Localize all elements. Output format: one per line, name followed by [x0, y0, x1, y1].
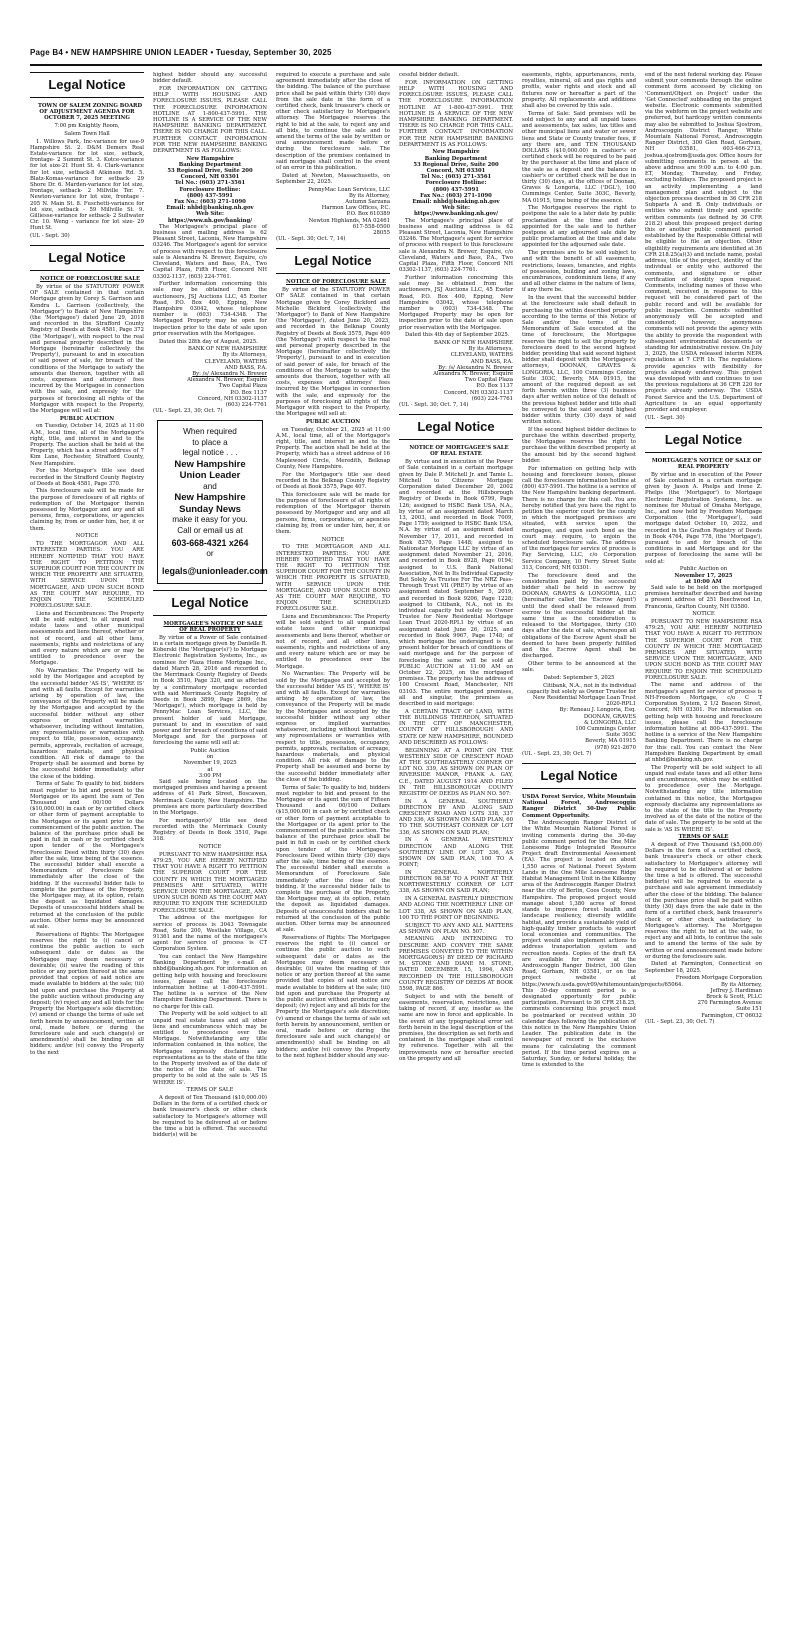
notice-title: USDA Forest Service, White Mountain National Forest, Androscoggin Ranger District 30-Day Public Comment Opportunity. [522, 793, 636, 819]
contact-line: Concord, NH 03301 [426, 168, 486, 175]
signature-line: By: /s/ Alexandra N. Brewer [438, 364, 513, 371]
signature-line: Farmington, CT 06032 [701, 1012, 762, 1019]
signature-line: BANK OF NEW HAMPSHIRE [434, 340, 513, 347]
contact-line: New Hampshire [432, 149, 480, 156]
notice-body: You can contact the New Hampshire Banking Department by e-mail at nhbd@banking.nh.gov. For information on getting help with housing and foreclosure issues, please call the foreclosure information hotline at 1-800-437-5991. The hotline is a service of the New Hampshire Banking Department. There is no charge for this call. [153, 954, 267, 1010]
legal-notice-heading: Legal Notice [399, 414, 513, 440]
notice-body: Terms of Sale: To qualify to bid, bidders must register to bid and present to the Mortgagee or its agent the sum of Fifteen Thousand and 00/100 Dollars ($15,000.00) in cash or by certified check or other form of payment acceptable to the Mortgagee or its agent prior to the commencement of the public auction. The balance of the purchase price shall be paid in full in cash or by certified check upon tender of the Mortgagee's Foreclosure Deed within thirty (30) days after the sale, time being of the essence. The successful bidder shall execute a Memorandum of Foreclosure Sale immediately after the close of the bidding. If the successful bidder fails to complete the purchase of the Property, the Mortgagee may, at its option, retain the deposit as liquidated damages. Deposits of unsuccessful bidders shall be returned at the conclusion of the public auction. Other terms may be announced at sale. [276, 784, 390, 934]
ad-publication: Sunday News [179, 503, 241, 515]
notice-ref: (UL - Sept. 30; Oct. 7, 14) [399, 402, 469, 409]
notice-body: Dated this 4th day of September 2025. [405, 332, 510, 339]
notice-body: easements, rights, appurtenances, rents, royalties, mineral, oil and gas rights and profits, water rights and stock and all fixtures now or hereafter a part of the property. All replacements and additions shall also be covered by this sale. [522, 72, 636, 110]
notice-body: The Androscoggin Ranger District of the White Mountain National Forest is inviting comments during the 30-day public comment period for the One Mile Lonesome Ridge Integrated Resource Project draft Environmental Assessment (EA). The project is located on about 1,550 acres of National Forest System Lands in the One Mile Lonesome Ridge Habitat Management Unit in the Kilkenny area of the Androscoggin Ranger District near the city of Berlin, Coos County, New Hampshire. The proposed project would manage about 1,380 acres of forest stands to improve forest health and landscape resiliency, diversify wildlife habitat, and provide a sustainable yield of high-quality timber products to support local economies and communities. The project would also implement actions to address transportation system and recreation needs. Copies of the draft EA are available for review at the Androscoggin Ranger District, 300 Glen Road, Gorham, NH 03581, or on the project website at https://www.fs.usda.gov/r09/whitemountain/projects/65064. This 30-day comment period is a designated opportunity for public participation. Pursuant to 36 CFR 218.25, comments concerning this project must be postmarked or received within 30 calendar days following the publication of this notice in the New Hampshire Union Leader. The publication date in the newspaper of record is the exclusive means for calculating the comment period. If the time period expires on a Saturday, Sunday, or federal holiday, the time is extended to the [522, 820, 684, 1069]
signature-line: CLEVELAND, WATERS [450, 352, 513, 359]
notice-ref: (UL - Sept. 30) [30, 233, 70, 240]
notice-body: Dated at Farmington, Connecticut on September 18, 2025. [645, 961, 762, 974]
notice-body: IN A GENERAL SOUTHERLY DIRECTION BY AND ALONG SAID CRESCENT ROAD AND LOTS 338, 337 AND 336, AS SHOWN ON SAID PLAN, 60 TO THE SOUTHEAST CORNER OF LOT 336, AS SHOWN ON SAID PLAN; [399, 798, 513, 836]
contact-line: Concord, NH 03301 [180, 174, 240, 181]
notice-body: on Tuesday, October 14, 2025 at 11:00 A.M., local time, all of the Mortgagor's right, title, and interest in and to the Property. The auction shall be held at the Property, which has a street address of 7 Kim Lane, Rochester, Strafford County, New Hampshire. [30, 423, 144, 467]
signature-line: Two Capital Plaza [464, 377, 513, 384]
notice-body: A deposit of Five Thousand ($5,000.00) Dollars in the form of a certified check, bank treasurer's check or other check satisfactory to Mortgagee's attorney will be required to be delivered at or before the time a bid is offered. The successful bidder(s) will be required to execute a purchase and sale agreement immediately after the close of the bidding. The balance of the purchase price shall be paid within thirty (30) days from the sale date in the form of a certified check, bank treasurer's check or other check satisfactory to Mortgagee's attorney. The Mortgagee reserves the right to bid at the sale, to reject any and all bids, to continue the sale and to amend the terms of the sale by written or oral announcement made before or during the foreclosure sale. [645, 842, 762, 960]
signature-line: Harmon Law Offices, P.C. [321, 205, 390, 212]
signature-line: Alexandra N. Brewer, Esquire [187, 377, 267, 384]
auction-line: Public Auction [190, 748, 230, 755]
notice-title: NOTICE OF MORTGAGEE'S SALE OF REAL ESTATE [409, 445, 509, 458]
auction-line: at 10:00 AM [685, 578, 722, 585]
page-header [30, 48, 762, 66]
notice-date: Dated: September 5, 2025 [543, 674, 615, 681]
ad-text: Call or email us at [177, 525, 243, 535]
notice-title: MORTGAGEE'S NOTICE OF SALE OF REAL PROPERTY [163, 620, 263, 634]
notice-body: The Property will be sold subject to all unpaid real estate taxes and all other liens and encumbrances, which may be entitled to precedence over the Mortgage. Notwithstanding any title information contained in this notice, the Mortgagee expressly disclaims any representations as to the state of the title to the Property involved as of the date of the notice of the date of sale. The property to be sold at the sale is 'AS IS WHERE IS'. [645, 764, 762, 833]
ad-publication: New Hampshire [174, 458, 246, 470]
ad-publication: New Hampshire [174, 492, 246, 504]
notice-body: The Mortgagee's principal place of business and mailing address is 62 Pleasant Street, Laconia, New Hampshire 03246. The Mortgagee's agent for service of process with respect to this foreclosure sale is Alexandra N. Brewer, Esquire, c/o Cleveland, Waters and Bass, P.A., Two Capital Plaza, Fifth Floor, Concord NH 03302-1137, (603) 224-7761. [153, 223, 267, 280]
notice-body: on Tuesday, October 21, 2025 at 11:00 A.M., local time, all of the Mortgagor's right, title, and interest in and to the Property. The auction shall be held at the Property, which has a street address of 16 Maplewood Circle, Meredith, Belknap County, New Hampshire. [276, 426, 390, 470]
notice-title: NOTICE OF FORECLOSURE SALE [40, 276, 140, 283]
page-label: Page B4 • NEW HAMPSHIRE UNION LEADER • Tuesday, September 30, 2025 [30, 48, 332, 57]
signature-line: Jeffrey J. Hardiman [710, 987, 762, 994]
signature-line: Suite 303C [606, 732, 636, 739]
auction-label: PUBLIC AUCTION [59, 415, 115, 422]
contact-email[interactable]: Email: nhbd@banking.nh.gov [166, 205, 254, 212]
notice-body: Said sale to be held on the mortgaged premises hereinafter described and having a present address of 251 Beechwood Ln, Franconia, Grafton County, NH 03580. [645, 584, 762, 610]
signature-line: BANK OF NEW HAMPSHIRE [188, 346, 267, 353]
notice-body: SUBJECT TO ANY AND ALL MATTERS AS SHOWN ON PLAN NO. 507. [399, 922, 513, 935]
contact-line: Fax No.: (603) 271-1090 [420, 192, 492, 199]
notice-body: By virtue of the STATUTORY POWER OF SALE contained in that certain Mortgage given by Corey S. Garrison and Kendra L. Garrison (collectively, the 'Mortgagor') to Bank of New Hampshire (the 'Mortgagee') dated June 29, 2018 and recorded in the Strafford County Registry of Deeds at Book 4581, Page 372 (the 'Mortgage'), with respect to the real and personal property described in the Mortgage (hereinafter collectively the 'Property'), pursuant to and in execution of said power of sale, for breach of the conditions of the Mortgage to satisfy the amounts due thereon, together with all costs, expenses and attorneys' fees incurred by the Mortgagee in connection with the sale, and expressly for the purposes of foreclosing all rights of the Mortgagor with respect to the Property, the Mortgagee will sell at: [30, 283, 144, 415]
signature-block [276, 187, 390, 237]
signature-line: AND BASS, P.A. [470, 358, 513, 365]
column-2 [153, 72, 267, 1608]
notice-ref: (UL - Sept. 30) [645, 414, 685, 421]
auction-line: November 19, 2025 [183, 760, 237, 767]
signature-line: & LONGORIA, LLC [584, 719, 636, 726]
auction-info [153, 748, 267, 779]
notice-body: The name and address of the mortgagee's agent for service of process is NH-Freedom Mortgage, c/o C T Corporation System, 2 1/2 Beacon Street, Concord, NH 03301. For information on getting help with housing and foreclosure issues, please call the foreclosure information hotline at 800-437-5991. The hotline is a service of the New Hampshire Banking Department. There is no charge for this call. You can contact the New Hampshire Banking Department by email at nhbd@banking.nh.gov. [645, 682, 762, 763]
signature-line: 28055 [373, 230, 390, 237]
signature-line: PennyMac Loan Services, LLC [308, 186, 390, 193]
notice-time: 7:00 pm Knightly Room, [54, 123, 120, 130]
ad-phone[interactable]: 603-668-4321 x264 [171, 538, 249, 549]
contact-line: New Hampshire [186, 155, 234, 162]
notice-body: highest bidder should any successful bidder default. [153, 72, 267, 85]
signature-line: (603) 224-7761 [225, 402, 267, 409]
ad-text: or [206, 549, 214, 559]
notice-body: Said sale being located on the mortgaged premises and having a present address of 41 Park Street, Boscawen, Merrimack County, New Hampshire. The premises are more particularly described in the Mortgage. [153, 779, 267, 817]
signature-line: By: Reneau J. Longoria, Esq. [559, 707, 636, 714]
notice-body: The Property will be sold subject to all unpaid real estate taxes and all other liens and encumbrances which may be entitled to precedence over the Mortgage. Notwithstanding any title information contained in this notice, the Mortgagee expressly disclaims any representations as to the state of the title to the Property involved as of the date of the notice of the date of sale. The property to be sold at the sale is 'AS IS WHERE IS'. [153, 1011, 267, 1086]
signature-line: DOONAN, GRAVES [583, 713, 636, 720]
notice-body: For mortgagor(s)' title see deed recorded with the Merrimack County Registry of Deeds in Book 3510, Page 318. [153, 817, 267, 843]
notice-body: Other terms to be announced at the sale. [522, 660, 636, 674]
notice-title: TOWN OF SALEM ZONING BOARD OF ADJUSTMENT AGENDA FOR OCTOBER 7, 2025 MEETING [37, 103, 143, 122]
signature-line: Two Capital Plaza [218, 383, 267, 390]
notice-body: For the Mortgagor's title see deed recorded in the Belknap County Registry of Deeds at Book 3575, Page 407. [276, 471, 390, 490]
column-4 [399, 72, 513, 1608]
signature-block [153, 346, 267, 408]
column-6 [645, 72, 762, 1608]
terms-label: TERMS OF SALE [678, 834, 729, 841]
notice-body: IN GENERAL NORTHERLY DIRECTION 98.58' TO A POINT AT THE NORTHWESTERLY CORNER OF LOT 338, AS SHOWN ON SAID PLAN; [399, 869, 513, 895]
notice-body: A deposit of Ten Thousand ($10,000.00) Dollars in the form of a certified check or bank treasurer's check or other check satisfactory to Mortgagee's attorney will be required to be delivered at or before the time a bid is offered. The successful bidder(s) will be [153, 1095, 267, 1139]
notice-label: NOTICE [692, 611, 715, 618]
notice-body: For the Mortgagor's title see deed recorded in the Strafford County Registry of Deeds at Book 4581, Page 370. [30, 468, 144, 487]
notice-body: Liens and Encumbrances: The Property will be sold subject to all unpaid real estate taxes and other municipal assessments and liens thereof, whether or not of record, and all other liens, easements, rights and restrictions of any and every nature which are or may be entitled to precedence over the Mortgage. [30, 610, 144, 667]
auction-line: 3:00 PM [198, 772, 222, 779]
notice-title: NOTICE OF FORECLOSURE SALE [286, 279, 386, 286]
notice-place: Salem Town Hall [64, 130, 110, 137]
signature-line: Autumn Sarzana [345, 199, 390, 206]
legal-notice-heading: Legal Notice [153, 590, 267, 616]
notice-body: This foreclosure sale will be made for the purpose of foreclosure of all rights of redemption of the Mortgagor therein possessed by Mortgagor and any and all persons, firms, corporations, or agencies claiming by, from or under him, her, it or them. [276, 491, 390, 535]
signature-line: 270 Farmington Avenue [697, 1000, 762, 1007]
column-1 [30, 72, 144, 1608]
signature-line: By its Attorney, [720, 981, 762, 988]
ad-text: to place a [192, 437, 228, 447]
notice-body: No Warranties: The Property will be sold by the Mortgagee and accepted by the successful bidder 'AS IS', 'WHERE IS' and with all faults. Except for warranties arising by operation of law, the conveyance of the Property will be made by the Mortgagee and accepted by the successful bidder without any other express or implied warranties whatsoever, including without limitation, any representations or warranties with respect to title, possession, occupancy, permits, approvals, recitation of acreage, hazardous materials, and physical condition. All risk of damage to the Property shall be assumed and borne by the successful bidder immediately after the close of the bidding. [276, 671, 390, 783]
contact-email[interactable]: Email: nhbd@banking.nh.gov [412, 199, 500, 206]
notice-body: The Mortgagee's principal place of business and mailing address is 62 Pleasant Street, Laconia, New Hampshire 03246. The Mortgagee's agent for service of process with respect to this foreclosure sale is Alexandra N. Brewer, Esquire, c/o Cleveland, Waters and Bass, P.A., Two Capital Plaza, Fifth Floor, Concord NH 03302-1137, (603) 224-7761. [399, 217, 513, 274]
notice-body: The premises are to be sold subject to and with the benefit of all easements, restrictions, leases, tenancies, and rights of possession, building and zoning laws, encumbrances, condominium liens, if any and all other claims in the nature of liens, if any there be. [522, 250, 636, 294]
signature-line: P.O. Box 1137 [230, 389, 267, 396]
signature-line: Concord, NH 03302-1137 [197, 395, 267, 402]
notice-label: NOTICE [198, 844, 222, 851]
notice-body: Terms of Sale: Said premises will be sold subject to any and all unpaid taxes and assessments, tax sales, tax titles and other municipal liens and water or sewer liens and State or County transfer fees, if any there are, and TEN THOUSAND DOLLARS ($10,000.00) in cashier's or certified check will be required to be paid by the purchaser at the time and place of the sale as a deposit and the balance in cashier's or certified check will be due in thirty (30) days, at the offices of Doonan, Graves & Longoria, LLC ('DGL'), 100 Cummings Center, Suite 303C, Beverly, MA 01915, time being of the essence. [522, 110, 636, 204]
notice-body: This foreclosure sale will be made for the purpose of foreclosure of all rights of redemption of the Mortgagor therein possessed by Mortgagor and any and all persons, firms, corporations, or agencies claiming by, from or under him, her, it or them. [30, 488, 144, 532]
contact-line: Banking Department [424, 155, 488, 162]
notice-body: Reservations of Rights: The Mortgagee reserves the right to (i) cancel or continue the public auction to such subsequent date or dates as the Mortgagee may deem necessary or desirable; (ii) waive the reading of this notice or any portion thereof at the same provided that copies of said notice are made available to bidders at the sale; (iii) bid upon and purchase the Property at the public auction without producing any deposit; (iv) reject any and all bids for the Property the Mortgagee's sole discretion; (v) amend or change the terms of sale set forth herein by announcement, written or oral, made before or during the foreclosure sale and such change(s) or amendment(s) shall be binding on all bidders; and/or (vi) convey the Property to the next highest bidder should any suc- [276, 934, 390, 1059]
notice-title: MORTGAGEE'S NOTICE OF SALE OF REAL PROPERTY [651, 457, 762, 471]
contact-line: Banking Department [178, 161, 242, 168]
notice-body: 1. Willows Park, Inc-variance for use-9 Hampshire St. 2. D&M Demers Real Estate-variance for lot size, setback, frontage- 2 Summit St. 3. Kotce-variance for lot size-21 Hunt St. 4. Clark-variance for lot size, setback-8 Atkinson Rd. 5. Blatz-Komas-variance for setback- 29 Shore Dr. 6. Marden-variance for lot size, frontage, setback- 2 Millville Ter. 7. Newton-variance for lot size, frontage - 205 N. Main St. 8. Fuschetti-variance for lot size, setback - 59 Millville St. 9. Gilliesse-variance for setback- 2 Sullwater Cir. 10. Weng - variance for lot size- 29 Hunt St. [30, 138, 144, 232]
notice-body: If the second highest bidder declines to purchase the within described property, the Mortgagee reserves the right to purchase the within described property at the amount bid by the second highest bidder. [522, 426, 636, 464]
signature-line: (603) 224-7761 [471, 395, 513, 402]
legal-notice-heading: Legal Notice [522, 763, 636, 789]
notice-body: Subject to and with the benefit of easements, reservation, restrictions, and taking of record, if any, insofar as the same are now in force and applicable. In the event of any typographical error set forth herein in the legal description of the premises, the description as set forth and contained in the mortgage shall control by reference. Together with all the improvements now or hereafter erected on the property and all [399, 993, 513, 1062]
notice-body: required to execute a purchase and sale agreement immediately after the close of the bidding. The balance of the purchase price shall be paid within thirty (30) days from the sale date in the form of a certified check, bank treasurer's check or other check satisfactory to Mortgagee's attorney. The Mortgagee reserves the right to bid at the sale, to reject any and all bids, to continue the sale and to amend the terms of the sale by written or oral announcement made before or during the foreclosure sale. The description of the premises contained in said mortgage shall control in the event of an error in this publication. [276, 72, 390, 172]
notice-body: For information on getting help with housing and foreclosure issues, please call the foreclosure information hotline at (800) 437-5991. The hotline is a service of the New Hampshire banking department. There is no charge for this call. You are hereby notified that you have the right to petition the superior court for the county in which the mortgaged premises are situated, with service upon the mortgagee, and upon such bond as the court may require, to enjoin the scheduled foreclosure sale. The address of the mortgagee for service of process is Fay Servicing, LLC, c/o Corporation Service Company, 10 Ferry Street Suite 313, Concord, NH 03301. [522, 465, 636, 571]
notice-body: FOR INFORMATION ON GETTING HELP WITH HOUSING AND FORECLOSURE ISSUES, PLEASE CALL THE FORECLOSURE INFORMATION HOTLINE AT 1-800-437-5991. THE HOTLINE IS A SERVICE OF THE NEW HAMPSHIRE BANKING DEPARTMENT. THERE IS NO CHARGE FOR THIS CALL. FURTHER CONTACT INFORMATION FOR THE NEW HAMPSHIRE BANKING DEPARTMENT IS AS FOLLOWS: [153, 85, 267, 154]
signature-line: 100 Cummings Center [575, 725, 636, 732]
signature-line: Concord, NH 03302-1137 [443, 389, 513, 396]
notice-body: Liens and Encumbrances: The Property will be sold subject to all unpaid real estate taxes and other municipal assessments and liens thereof, whether or not of record, and all other liens, easements, rights and restrictions of any and every nature which are or may be entitled to precedence over the Mortgage. [276, 614, 390, 670]
legal-notice-ad [157, 420, 268, 584]
notice-body: PURSUANT TO NEW HAMPSHIRE RSA 479:25, YOU ARE HEREBY NOTIFIED THAT YOU HAVE A RIGHT TO PETITION THE SUPERIOR COURT FOR THE COUNTY IN WHICH THE MORTGAGED PREMISES ARE SITUATED, WITH SERVICE UPON THE MORTGAGEE, AND UPON SUCH BOND AS THE COURT MAY REQUIRE TO ENJOIN THE SCHEDULED FORECLOSURE SALE. [645, 618, 762, 681]
contact-line: 53 Regional Drive, Suite 200 [413, 161, 499, 168]
legal-notice-heading: Legal Notice [30, 245, 144, 271]
notice-body: The foreclosure deed and the consideration paid by the successful bidder shall be held in escrow by DOONAN, GRAVES & LONGORIA, LLC (hereinafter called the 'Escrow Agent') until the deed shall be released from escrow to the successful bidder at the same time as the consideration is released to the Mortgagee, thirty (30) days after the date of sale, whereupon all obligations of the Escrow Agent shall be deemed to have been properly fulfilled and the Escrow Agent shall be discharged. [522, 572, 636, 660]
notice-body: The address of the mortgagee for service of process is 3043 Townsgate Road, Suite 200, Westlake Village, CA 91361 and the name of the mortgagee's agent for service of process is CT Corporation System. [153, 915, 267, 953]
signature-line: By its Attorney, [348, 192, 390, 199]
notice-ref: (UL - Sept. 23, 30; Oct. 7) [153, 408, 223, 415]
contact-line: Web Site: [441, 205, 471, 212]
signature-block [399, 340, 513, 402]
notice-body: Dated at Newton, Massachusetts, on September 22, 2025. [276, 172, 390, 185]
ad-text: legal notice . . . [182, 448, 238, 458]
notice-label: NOTICE [321, 536, 345, 543]
signature-line: (978) 921-2670 [594, 744, 636, 751]
terms-label: TERMS OF SALE [186, 1087, 234, 1094]
notice-body: BEGINNING AT A POINT ON THE WESTERLY SIDE OF CRESCENT ROAD AT THE SOUTHEASTERLY CORNER OF LOT NO. 339, AS SHOWN ON PLAN OF RIVERSIDE MANOR, FRANK A. GAY, C.E., DATED AUGUST 1914 AND FILED IN THE HILLSBOROUGH COUNTY REGISTRY OF DEEDS AS PLAN NO. 507: [399, 747, 513, 797]
signature-line: P.O. Box 610389 [346, 211, 390, 218]
ad-text: When required [183, 427, 237, 437]
auction-line: November 17, 2025 [674, 572, 733, 579]
notice-body: Dated this 28th day of August, 2025. [159, 338, 258, 345]
contact-website[interactable]: https://www.nh.gov/banking/ [167, 217, 253, 224]
signature-line: Freedom Mortgage Corporation [675, 975, 762, 982]
contact-line: 53 Regional Drive, Suite 200 [167, 168, 253, 175]
notice-body: A CERTAIN TRACT OF LAND, WITH THE BUILDINGS THEREON, SITUATED IN THE CITY OF MANCHESTER, COUNTY OF HILLSBOROUGH AND STATE OF NEW HAMPSHIRE, BOUNDED AND DESCRIBED AS FOLLOWS: [399, 708, 513, 746]
signature-line: CLEVELAND, WATERS [204, 358, 267, 365]
legal-notice-heading: Legal Notice [645, 427, 762, 453]
signature-line: Suite 151 [736, 1006, 762, 1013]
auction-info [645, 566, 762, 585]
notice-body: By virtue and in execution of the Power of Sale contained in a certain mortgage given by Dale P. Mitchell Jr. and Tamie L. Mitchell to Citizens Mortgage Corporation dated December 20, 2002 and recorded at the Hillsborough Registry of Deeds in Book 6799, Page 126; assigned to HSBC Bank USA, N.A., by virtue of an assignment dated March 13, 2003, and recorded in Book 7009, Page 1759; assigned to HSBC Bank USA, N.A. by virtue of an assignment dated November 17, 2011, and recorded in Book 8370, Page 1448; assigned to Nationstar Mortgage LLC by virtue of an assignment dated November 21, 2016, and recorded in Book 8928, Page 0194; assigned to U.S. Bank National Association, Not In Its Individual Capacity But Solely As Trustee For The NRZ Pass-Through Trust VII (PRE7) by virtue of an assignment dated September 5, 2019, and recorded in Book 9206, Page 1228; assigned to Citibank, N.A., not in its individual capacity but solely as Owner Trustee for New Residential Mortgage Loan Trust 2020-RPL1 by virtue of an assignment dated June 26, 2025, and recorded in Book 9967, Page 1748; of which mortgage the undersigned is the present holder for breach of conditions of said mortgage and for the purpose of foreclosing the same will be sold at PUBLIC AUCTION at 11:00 AM on October 22, 2025, on the mortgaged premises. The property has the address of 100 Crescent Road, Manchester, NH 03103. The entire mortgaged premises, all and singular, the premises as described in said mortgage: [399, 459, 513, 708]
auction-line: on [206, 754, 214, 761]
notice-body: end of the next federal working day. Please submit your comments through the online comment form accessed by clicking on 'Comment/Object on Project' under the 'Get Connected' subheading on the project website. Electronic comments submitted via the webform on the project website are preferred, but hardcopy written comments may also be submitted to Joshua Sjostrom, Androscoggin District Ranger, White Mountain National Forest, Androscoggin Ranger District, 300 Glen Road, Gorham, NH 03581, 603-466-2713, joshua.sjostrom@usda.gov. Office hours for submitting comments in person at the above address are 9:00 a.m. to 4:00 p.m. ET, Monday, Thursday, and Friday, excluding holidays. The proposed project is an activity implementing a land management plan and subject to the objection process described in 36 CFR 218 Subparts A and B. Only individuals or entities who submit timely and specific written comments (as defined by 36 CFR 218.2) about this proposed project during this or another public comment period established by the Responsible Official will be eligible to file an objection. Other eligibility requirements are identified at 36 CFR 218.25(a)(3) and include name, postal address, title of the project, identity of the individual or entity who authored the comments, and signature or other verification of identity upon request. Comments, including names of those who comment, received in response to this request will be considered part of the public record and will be available for public inspection. Comments submitted anonymously will be accepted and considered; however, anonymous comments will not provide the agency with the ability to provide the respondent with subsequent environmental documents or standing for administrative review. On July 3, 2025, the USDA released interim NEPA regulations at 7 CFR 1b. The regulations provide agencies with flexibility for projects already underway. This project was developed with and continues to use the previous regulations at 36 CFR 220 for projects already underway. The USDA Forest Service and the U.S. Department of Agriculture is an equal opportunity provider and employer. [645, 72, 762, 413]
notice-body: By virtue of a Power of Sale contained in a certain mortgage given by Danielle R. Koberski (the 'Mortgagor(s)') to Mortgage Electronic Registration Systems, Inc., as nominee for Plaza Home Mortgage Inc., dated March 28, 2016 and recorded in the Merrimack County Registry of Deeds in Book 3510, Page 320, and as affected by a confirmatory mortgage recorded with said Merrimack County Registry of Deeds in Book 3899, Page 2869, (the 'Mortgage'), which mortgage is held by PennyMac Loan Services, LLC, the present holder of said Mortgage, pursuant to and in execution of said power and for breach of conditions of said Mortgage and for the purposes of foreclosing the same will sell at: [153, 634, 267, 747]
notice-ref: (UL - Sept. 23, 30; Oct. 7) [645, 1018, 715, 1025]
signature-line: Brock & Scott, PLLC [706, 993, 762, 1000]
notice-ref: (UL - Sept. 30; Oct. 7, 14) [276, 236, 346, 243]
banking-contact [153, 156, 267, 224]
notice-body: MEANING AND INTENDING TO DESCRIBE AND CONVEY THE SAME PREMISES CONVEYED TO THE WITHIN MORTGAGOR(S) BY DEED OF RICHARD M. STONE AND DIANE M. STONE, DATED DECEMBER 15, 1994, AND RECORDED IN THE HILLSBOROUGH COUNTY REGISTRY OF DEEDS AT BOOK 5598, PAGE 866. [399, 936, 513, 993]
signature-line: 617-558-0500 [352, 223, 390, 230]
banking-contact [399, 149, 513, 217]
signature-line: Beverly, MA 01915 [585, 738, 636, 745]
notice-ref: (UL - Sept. 23, 30; Oct. 7) [522, 750, 592, 757]
notice-body: Further information concerning this sale may be obtained from the auctioneers, JSJ Auctions LLC, 45 Exeter Road, P.O. Box 400, Epping, New Hampshire 03042, whose telephone number is (603) 734-4348. The Mortgaged Property may be open for inspection prior to the date of sale upon prior reservation with the Mortgagee. [399, 275, 513, 331]
contact-line: Tel No.: (603) 271-3561 [420, 174, 492, 181]
contact-line: Foreclosure Hotline: [179, 186, 241, 193]
signature-block [645, 975, 762, 1018]
notice-body: IN A GENERAL EASTERLY DIRECTION AND ALONG THE NORTHERLY LINE OF LOT 338, AS SHOWN ON SAID PLAN, 100 TO THE POINT OF BEGINNING. [399, 896, 513, 921]
signature-line: By its Attorneys, [222, 352, 267, 359]
notice-body: Reservations of Rights: The Mortgagee reserves the right to (i) cancel or continue the public auction to such subsequent date or dates as the Mortgagee may deem necessary or desirable; (ii) waive the reading of this notice or any portion thereof at the same provided that copies of said notice are made available to bidders at the sale; (iii) bid upon and purchase the Property at the public auction without producing any deposit; (iv) reject any and all bids for the Property the Mortgagee's sole discretion; (v) amend or change the terms of sale set forth herein by announcement, written or oral, made before or during the foreclosure sale and such change(s) or amendment(s) shall be binding on all bidders; and/or (vi) convey the Property to the next [30, 931, 144, 1056]
notice-body: In the event that the successful bidder at the foreclosure sale shall default in purchasing the within described property according to the terms of this Notice of Sale and/or the terms of the Memorandum of Sale executed at the time of foreclosure, the Mortgagee reserves the right to sell the property by foreclosure deed to the second highest bidder, providing that said second highest bidder shall deposit with the Mortgagee's attorneys, DOONAN, GRAVES & LONGORIA, LLC, 100 Cummings Center, Suite 303C, Beverly, MA 01915, the amount of the required deposit as set forth herein within three (3) business days after written notice of the default of the previous highest bidder and title shall be conveyed to the said second highest bidder within thirty (30) days of said written notice. [522, 295, 636, 426]
ad-text: make it easy for you. [172, 515, 248, 525]
signature-block [522, 683, 636, 751]
auction-line: at [207, 766, 213, 773]
contact-line: Fax No.: (603) 271-1090 [174, 199, 246, 206]
signature-line: P.O. Box 1137 [476, 383, 513, 390]
notice-body: PURSUANT TO NEW HAMPSHIRE RSA 479:25, YOU ARE HEREBY NOTIFIED THAT YOU HAVE A RIGHT TO PETITION THE SUPERIOR COURT FOR THE COUNTY IN WHICH THE MORTGAGED PREMISES ARE SITUATED, WITH SERVICE UPON THE MORTGAGEE, AND UPON SUCH BOND AS THE COURT MAY REQUIRE TO ENJOIN THE SCHEDULED FORECLOSURE SALE. [153, 851, 267, 914]
auction-line: Public Auction on [679, 566, 728, 573]
notice-label: NOTICE [75, 533, 99, 540]
legal-notice-heading: Legal Notice [30, 72, 144, 98]
legal-notice-heading: Legal Notice [276, 248, 390, 274]
ad-text: and [203, 481, 217, 491]
contact-line: Web Site: [195, 211, 225, 218]
signature-line: Alexandra N. Brewer, Esquire [433, 371, 513, 378]
contact-line: (800) 437-5991 [187, 192, 233, 199]
notice-body: cessful bidder default. [399, 72, 460, 78]
contact-line: (800) 437-5991 [433, 186, 479, 193]
notice-body: Terms of Sale: To qualify to bid, bidders must register to bid and present to the Mortgagee or its agent the sum of Ten Thousand and 00/100 Dollars ($10,000.00) in cash or by certified check or other form of payment acceptable to the Mortgagee or its agent prior to the commencement of the public auction. The balance of the purchase price shall be paid in full in cash or by certified check upon tender of the Mortgagee's Foreclosure Deed within thirty (30) days after the sale, time being of the essence. The successful bidder shall execute a Memorandum of Foreclosure Sale immediately after the close of the bidding. If the successful bidder fails to complete the purchase of the Property, the Mortgagee may, at its option, retain the deposit as liquidated damages. Deposits of unsuccessful bidders shall be returned at the conclusion of the public auction. Other terms may be announced at sale. [30, 781, 144, 930]
column-3 [276, 72, 390, 1608]
notice-body: No Warranties: The Property will be sold by the Mortgagee and accepted by the successful bidder 'AS IS', 'WHERE IS' and with all faults. Except for warranties arising by operation of law, the conveyance of the Property will be made by the Mortgagee and accepted by the successful bidder without any other express or implied warranties whatsoever, including without limitation, any representations or warranties with respect to title, possession, occupancy, permits, approvals, recitation of acreage, hazardous materials, and physical condition. All risk of damage to the Property shall be assumed and borne by the successful bidder immediately after the close of the bidding. [30, 668, 144, 780]
ad-publication: Union Leader [179, 470, 241, 482]
notice-body: By virtue of the STATUTORY POWER OF SALE contained in that certain Mortgage given by Corey Bickford and Michelle Bickford (collectively, the 'Mortgagor') to Bank of New Hampshire (the 'Mortgagee'), dated June 20, 2023, and recorded in the Belknap County Registry of Deeds at Book 3575, Page 409 (the 'Mortgage') with respect to the real and personal property described in the Mortgage (hereinafter collectively the 'Property'), pursuant to and in execution of said power of sale, for breach of the conditions of the Mortgage to satisfy the amounts due thereon, together with all costs, expenses and attorneys' fees incurred by the Mortgagee in connection with the sale, and expressly for the purposes of foreclosing all rights of the Mortgagor with respect to the Property, the Mortgagee will sell at: [276, 287, 390, 418]
contact-line: Tel No.: (603) 271-3561 [174, 180, 246, 187]
auction-label: PUBLIC AUCTION [305, 418, 361, 425]
notice-body: The Mortgagee reserves the right to postpone the sale to a later date by public proclamation at the time and date appointed for the sale and to further postpone at any adjourned sale date by public proclamation at the time and date appointed for the adjourned sale date. [522, 205, 636, 249]
notice-body: FOR INFORMATION ON GETTING HELP WITH HOUSING AND FORECLOSURE ISSUES, PLEASE CALL THE FORECLOSURE INFORMATION HOTLINE AT 1-800-437-5991. THE HOTLINE IS A SERVICE OF THE NEW HAMPSHIRE BANKING DEPARTMENT. THERE IS NO CHARGE FOR THIS CALL. FURTHER CONTACT INFORMATION FOR THE NEW HAMPSHIRE BANKING DEPARTMENT IS AS FOLLOWS: [399, 79, 513, 148]
notice-body: TO THE MORTGAGOR AND ALL INTERESTED PARTIES: YOU ARE HEREBY NOTIFIED THAT YOU HAVE THE RIGHT TO PETITION THE SUPERIOR COURT FOR THE COUNTY IN WHICH THE PROPERTY ARE SITUATED, WITH SERVICE UPON THE MORTGAGEE, AND UPON SUCH BOND AS THE COURT MAY REQUIRE, TO ENJOIN THE SCHEDULED FORECLOSURE SALE. [30, 541, 144, 610]
contact-line: Foreclosure Hotline: [425, 180, 487, 187]
signature-line: By its Attorneys, [468, 346, 513, 353]
notice-body: By virtue and in execution of the Power of Sale contained in a certain mortgage given by Jason A. Phelps and Irene Z. Phelps (the 'Mortgagor') to Mortgage Electronic Registration Systems, Inc. as nominee for Mutual of Omaha Mortgage, Inc., and now held by Freedom Mortgage Corporation (the 'Mortgagee'), said mortgage dated October 10, 2022, and recorded in the Grafton Registry of Deeds in Book 4764, Page 778, (the 'Mortgage'), pursuant to and for breach of the conditions in said Mortgage and for the purpose of foreclosing the same will be sold at: [645, 471, 762, 565]
notice-body: IN A GENERAL WESTERLY DIRECTION AND ALONG THE SOUTHERLY LINE OF LOT 336, AS SHOWN ON SAID PLAN, 100 TO A POINT; [399, 837, 513, 869]
signature-line: By: /s/ Alexandra N. Brewer [192, 371, 267, 378]
notice-body: TO THE MORTGAGOR AND ALL INTERESTED PARTIES: YOU ARE HEREBY NOTIFIED THAT YOU HAVE THE RIGHT TO PETITION THE SUPERIOR COURT FOR THE COUNTY IN WHICH THE PROPERTY IS SITUATED, WITH SERVICE UPON THE MORTGAGEE, AND UPON SUCH BOND AS THE COURT MAY REQUIRE, TO ENJOIN THE SCHEDULED FORECLOSURE SALE. [276, 544, 390, 613]
signature-line: Citibank, N.A., not in its individual capacity but solely as Owner Trustee for New Residential Mortgage Loan Trust 2020-RPL1 [526, 682, 636, 708]
notice-body: Further information concerning this sale may be obtained from the auctioneers, JSJ Auctions LLC, 45 Exeter Road, P.O. Box 400, Epping, New Hampshire 03042, whose telephone number is (603) 734-4348. The Mortgaged Property may be open for inspection prior to the date of sale upon prior reservation with the Mortgagee. [153, 281, 267, 337]
signature-line: AND BASS, P.A. [224, 364, 267, 371]
contact-website[interactable]: https://www.banking.nh.gov/ [413, 211, 499, 218]
ad-email[interactable]: legals@unionleader.com [162, 565, 268, 576]
signature-line: Newton Highlands, MA 02461 [308, 217, 390, 224]
